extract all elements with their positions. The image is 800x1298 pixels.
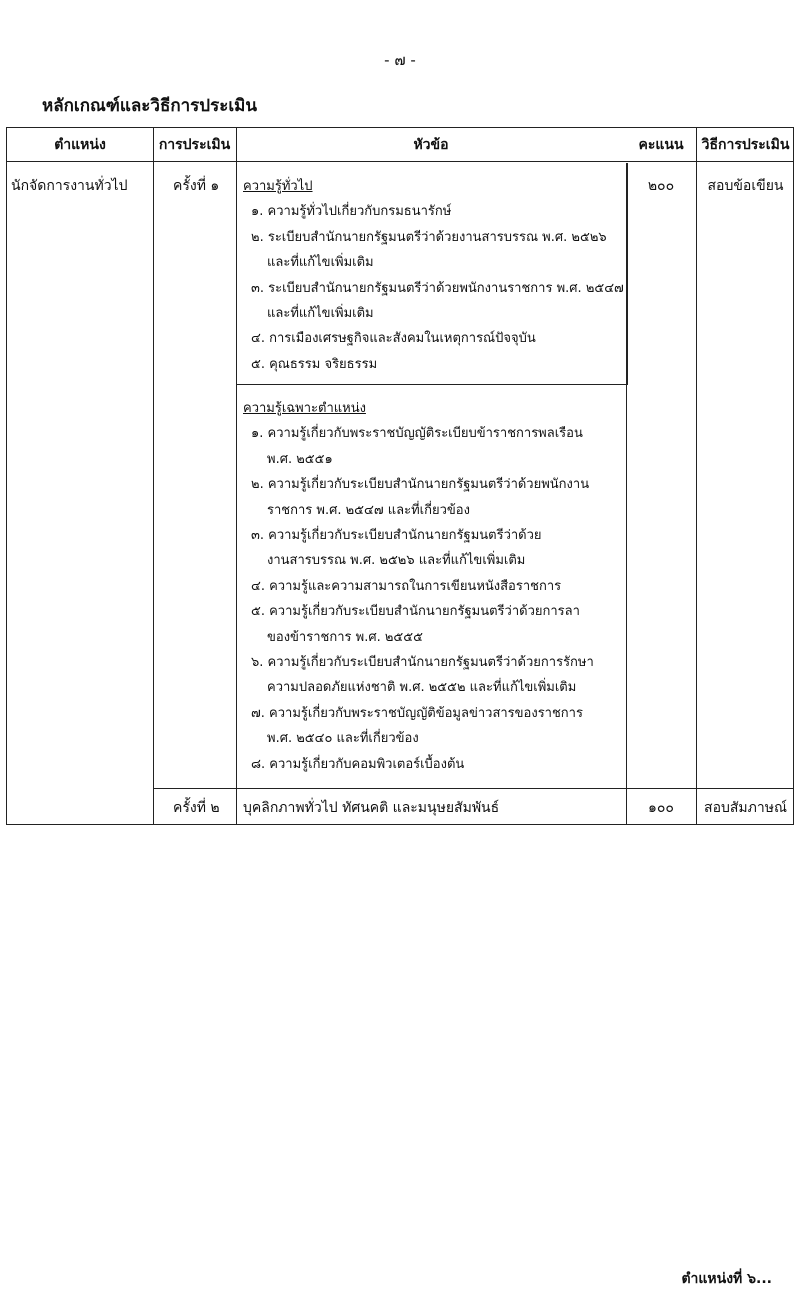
general-knowledge-heading: ความรู้ทั่วไป: [243, 179, 313, 194]
topic-item: พ.ศ. ๒๕๔๐ และที่เกี่ยวข้อง: [267, 731, 419, 747]
topic-item: ๑. ความรู้ทั่วไปเกี่ยวกับกรมธนารักษ์: [251, 204, 452, 220]
topic-box-divider: [236, 384, 627, 385]
position-name: นักจัดการงานทั่วไป: [11, 178, 128, 194]
section-title: หลักเกณฑ์และวิธีการประเมิน: [42, 96, 257, 116]
specific-knowledge-heading: ความรู้เฉพาะตำแหน่ง: [243, 401, 366, 416]
general-knowledge-block: [243, 174, 624, 377]
topic-item: และที่แก้ไขเพิ่มเติม: [267, 306, 374, 322]
topic-item: ความปลอดภัยแห่งชาติ พ.ศ. ๒๕๕๒ และที่แก้ไขเพิ่มเติม: [267, 680, 577, 696]
round2-label: ครั้งที่ ๒: [173, 800, 220, 816]
header-topic: หัวข้อ: [413, 137, 449, 153]
round1-method: สอบข้อเขียน: [707, 178, 784, 194]
footer-continuation: ตำแหน่งที่ ๖...: [681, 1271, 772, 1287]
evaluation-table: [6, 127, 794, 825]
topic-item: ของข้าราชการ พ.ศ. ๒๕๕๕: [267, 629, 423, 645]
header-score: คะแนน: [638, 137, 684, 153]
topic-item: งานสารบรรณ พ.ศ. ๒๕๒๖ และที่แก้ไขเพิ่มเติม: [267, 553, 526, 569]
topic-item: ๕. ความรู้เกี่ยวกับระเบียบสำนักนายกรัฐมนตรีว่าด้วยการลา: [251, 604, 580, 620]
round2-score: ๑๐๐: [648, 800, 674, 816]
column-divider: [236, 128, 237, 824]
topic-item: ๘. ความรู้เกี่ยวกับคอมพิวเตอร์เบื้องต้น: [251, 756, 465, 772]
topic-item: ๑. ความรู้เกี่ยวกับพระราชบัญญัติระเบียบข้าราชการพลเรือน: [251, 426, 583, 442]
topic-item: และที่แก้ไขเพิ่มเติม: [267, 255, 374, 271]
topic-item: ๗. ความรู้เกี่ยวกับพระราชบัญญัติข้อมูลข่าวสารของราชการ: [251, 705, 583, 721]
round1-score: ๒๐๐: [647, 178, 675, 194]
topic-item: ๒. ความรู้เกี่ยวกับระเบียบสำนักนายกรัฐมนตรีว่าด้วยพนักงาน: [251, 477, 590, 493]
topic-item: พ.ศ. ๒๕๕๑: [267, 451, 333, 467]
header-divider: [7, 161, 793, 162]
round2-topic: บุคลิกภาพทั่วไป ทัศนคติ และมนุษยสัมพันธ์: [243, 800, 500, 816]
specific-knowledge-block: [243, 396, 594, 777]
topic-item: ๔. การเมืองเศรษฐกิจและสังคมในเหตุการณ์ปัจจุบัน: [251, 331, 536, 347]
round2-method: สอบสัมภาษณ์: [704, 800, 787, 816]
header-evaluation: การประเมิน: [158, 137, 231, 153]
topic-item: ๖. ความรู้เกี่ยวกับระเบียบสำนักนายกรัฐมนตรีว่าด้วยการรักษา: [251, 655, 594, 671]
topic-item: ๒. ระเบียบสำนักนายกรัฐมนตรีว่าด้วยงานสารบรรณ พ.ศ. ๒๕๒๖: [251, 229, 607, 245]
page-number: - ๗ -: [384, 51, 416, 69]
header-position: ตำแหน่ง: [54, 137, 106, 153]
topic-item: ๔. ความรู้และความสามารถในการเขียนหนังสือราชการ: [251, 578, 562, 594]
header-method: วิธีการประเมิน: [701, 137, 790, 153]
column-divider: [153, 128, 154, 824]
topic-item: ๕. คุณธรรม จริยธรรม: [251, 356, 378, 372]
topic-item: ราชการ พ.ศ. ๒๕๔๗ และที่เกี่ยวข้อง: [267, 502, 470, 518]
topic-item: ๓. ความรู้เกี่ยวกับระเบียบสำนักนายกรัฐมนตรีว่าด้วย: [251, 528, 542, 544]
round1-label: ครั้งที่ ๑: [173, 178, 220, 194]
topic-item: ๓. ระเบียบสำนักนายกรัฐมนตรีว่าด้วยพนักงานราชการ พ.ศ. ๒๕๔๗: [251, 280, 624, 296]
column-divider: [696, 128, 697, 824]
round-divider: [153, 788, 793, 789]
